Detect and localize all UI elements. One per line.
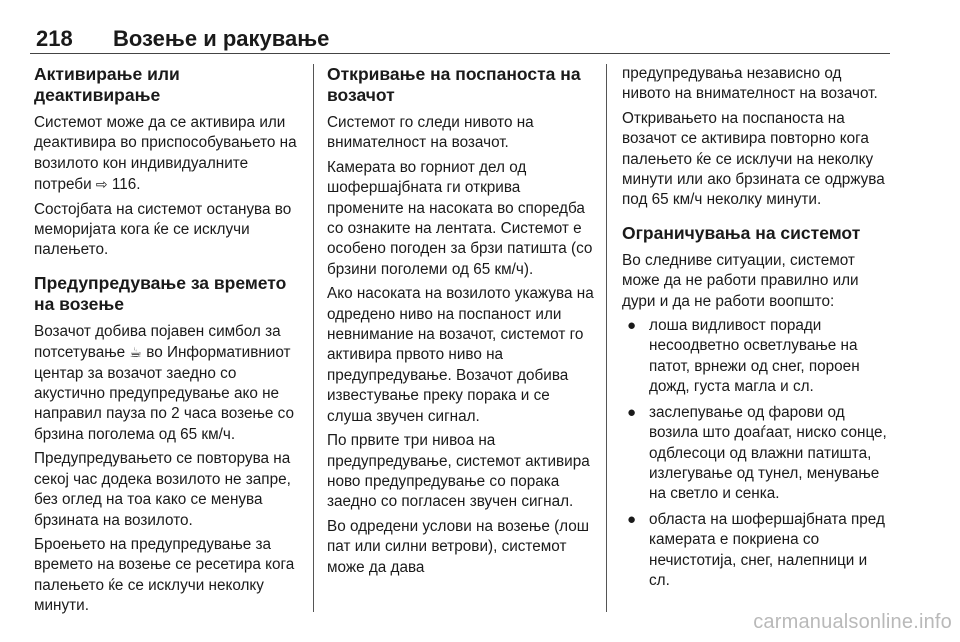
paragraph: Возачот добива појавен симбол за потсетување ☕ во Информативниот центар за возачот заедно со акустично предупредување ако не направил пауза по 2 часа возење со брзина поголема од 65 км/ч. bbox=[34, 322, 294, 443]
list-item: ● лоша видливост поради несоодветно осветлување на патот, врнежи од снег, пороен дожд, густа магла и сл. bbox=[627, 317, 860, 396]
bullet-list bbox=[622, 316, 892, 591]
watermark-text: carmanualsonline.info bbox=[753, 611, 952, 633]
column-left bbox=[34, 64, 302, 621]
paragraph: Состојбата на системот останува во меморијата кога ќе се исклучи палењето. bbox=[34, 200, 292, 259]
coffee-cup-icon: ☕ bbox=[129, 344, 142, 361]
bullet-icon: ● bbox=[627, 317, 637, 335]
section-heading: Ограничувања на системот bbox=[622, 222, 861, 243]
bullet-icon: ● bbox=[627, 510, 637, 528]
paragraph: Во одредени услови на возење (лош пат или силни ветрови), системот може да дава bbox=[327, 517, 590, 576]
paragraph: Ако насоката на возилото укажува на одредено ниво на поспаност или невнимание на возачот, системот го активира првото ниво на предупредување. Возачот добива известување преку порака и се слуша звучен сигнал. bbox=[327, 285, 594, 425]
column-middle bbox=[327, 64, 595, 582]
paragraph: Откривањето на поспаноста на возачот се активира повторно кога палењето ќе се исклучи на неколку минути или ако брзината се одржува под 65 км/ч неколку минути. bbox=[622, 109, 885, 209]
paragraph: предупредувања независно од нивото на внимателност на возачот. bbox=[622, 65, 878, 103]
page-header bbox=[30, 18, 890, 54]
paragraph: Системот може да се активира или деактивира во приспособувањето на возилото кон индивидуалните потреби ⇨ 116. bbox=[34, 114, 297, 194]
list-item: ● областа на шофершајбната пред камерата е покриена со нечистотија, снег, налепници и сл. bbox=[627, 510, 885, 589]
paragraph: По првите три нивоа на предупредување, системот активира ново предупредување со порака заедно со погласен звучен сигнал. bbox=[327, 432, 590, 511]
column-divider bbox=[313, 64, 314, 612]
running-title: Возење и ракување bbox=[113, 26, 330, 51]
section-heading: Предупредување за времето на возење bbox=[34, 272, 287, 314]
bullet-icon: ● bbox=[627, 403, 637, 421]
paragraph: Предупредувањето се повторува на секој час додека возилото не запре, без оглед на тоа како се менува брзината на возилото. bbox=[34, 450, 291, 529]
paragraph: Броењето на предупредување за времето на возење се ресетира кога палењето ќе се исклучи неколку минути. bbox=[34, 535, 295, 615]
column-divider bbox=[606, 64, 607, 612]
page-reference-arrow-icon: ⇨ bbox=[95, 176, 108, 193]
page-number: 218 bbox=[36, 26, 73, 51]
section-heading: Активирање или деактивирање bbox=[34, 64, 180, 105]
section-heading: Откривање на поспаноста на возачот bbox=[327, 64, 581, 105]
paragraph: Системот го следи нивото на внимателност на возачот. bbox=[327, 114, 534, 152]
paragraph: Во следниве ситуации, системот може да не работи правилно или дури и да не работи воопшто: bbox=[622, 251, 859, 310]
paragraph: Камерата во горниот дел од шофершајбната ги открива промените на насоката во споредба со ознаките на лентата. Системот е особено погоден за брзи патишта (со брзини поголеми од 65 км/ч). bbox=[327, 158, 593, 278]
column-right bbox=[622, 64, 892, 596]
list-item: ● заслепување од фарови од возила што доаѓаат, ниско сонце, одблесоци од влажни патишта, излегување од тунел, менување на светло и сенка. bbox=[627, 403, 887, 503]
